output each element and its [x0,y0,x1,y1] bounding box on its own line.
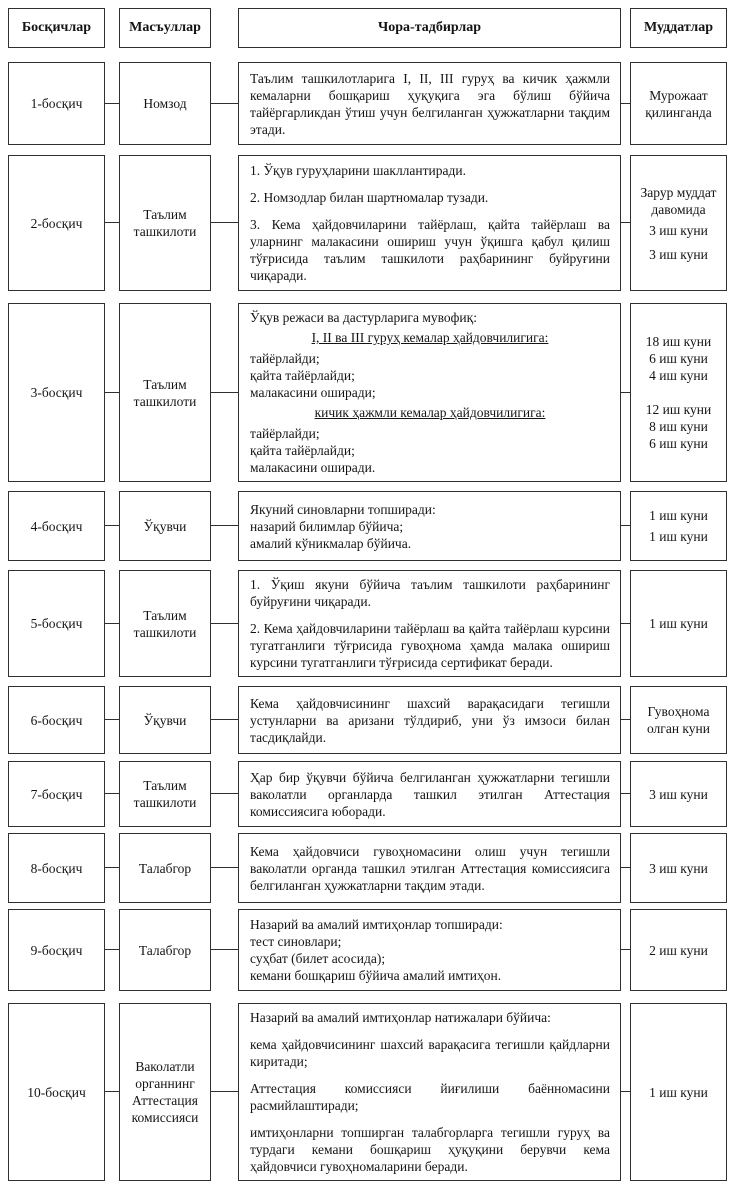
measure-intro: Назарий ва амалий имтиҳонлар натижалари бўйича: [250,1010,551,1025]
stage-label: 7-босқич [30,786,83,802]
header-deadlines [630,8,727,48]
measure-text: қайта тайёрлайди; [250,368,355,383]
measure-text: кема ҳайдовчисининг шахсий варақасига тегишли қайдларни киритади; [250,1037,610,1069]
stage-label: 10-босқич [27,1084,86,1100]
responsible-box [119,686,211,754]
connector-line [105,761,119,827]
header-measures-label: Чора-тадбирлар [378,20,481,36]
stage-row-5 [8,570,727,677]
connector-line [105,303,119,482]
measure-text: имтиҳонларни топширган талабгорларга тегишли гуруҳ ва турдаги кемани бошқариш ҳуқуқини берувчи кема ҳайдовчиси гувоҳномаларини беради. [250,1125,610,1174]
responsible-box [119,833,211,903]
stage-label: 5-босқич [30,616,83,631]
connector-line [105,491,119,561]
measure-text: 2. Кема ҳайдовчиларини тайёрлаш ва қайта тайёрлаш курсини тугатганлиги тўғрисида гувоҳнома ҳамда малака ошириш курсини тугатганлиги тўғрисида сертификат беради. [250,621,610,670]
responsible-box [119,761,211,827]
spacer [621,8,630,48]
measures-box [238,570,621,677]
connector-line [105,155,119,291]
deadline-text: Гувоҳнома олган куни [646,704,710,736]
deadline-text: 3 иш куни [649,222,708,238]
stage-box [8,833,105,903]
deadline-text: 1 иш куни [649,1084,708,1100]
responsible-box [119,303,211,482]
responsible-label: Таълим ташкилоти [133,778,197,810]
responsible-label: Ўқувчи [143,712,187,728]
measure-text: 2. Номзодлар билан шартномалар тузади. [250,190,489,205]
measures-box [238,761,621,827]
connector-line [621,491,630,561]
stage-box [8,686,105,754]
measure-text: Кема ҳайдовчиси гувоҳномасини олиш учун тегишли ваколатли органда ташкил этилган Аттестация комиссиясига белгиланган ҳужжатларни тақдим этади. [250,843,610,893]
stage-box [8,491,105,561]
connector-line [105,686,119,754]
measure-intro: Якуний синовларни топширади: [250,501,436,517]
deadline-box [630,303,727,482]
connector-line [621,570,630,677]
measure-text: малакасини оширади; [250,385,376,400]
deadline-text: 1 иш куни [649,529,708,544]
measures-box [238,62,621,145]
measures-box [238,1003,621,1181]
responsible-box [119,62,211,145]
deadline-text: 3 иш куни [649,860,708,876]
responsible-label: Таълим ташкилоти [133,376,197,409]
responsible-label: Номзод [143,96,187,111]
stage-label: 9-босқич [30,942,83,958]
measures-box [238,155,621,291]
measure-text: назарий билимлар бўйича; [250,518,404,534]
stage-row-9 [8,909,727,991]
measures-box [238,909,621,991]
stage-box [8,1003,105,1181]
measure-text: Аттестация комиссияси йиғилиши баённомасини расмийлаштиради; [250,1081,610,1113]
measure-text: тайёрлайди; [250,351,320,366]
responsible-box [119,909,211,991]
connector-line [621,909,630,991]
measure-text: 1. Ўқув гуруҳларини шакллантиради. [250,163,466,178]
measure-text: Таълим ташкилотларига I, II, III гуруҳ ва кичик ҳажмли кемаларни бошқариш ҳуқуқига эга бўлиш бўйича тайёргарликдан ўтиш учун белгиланган ҳужжатларни тақдим этади. [250,70,610,137]
measure-text: суҳбат (билет асосида); [250,951,386,966]
stage-row-10 [8,1003,727,1181]
connector-line [621,686,630,754]
stage-row-6 [8,686,727,754]
responsible-label: Ўқувчи [143,518,187,534]
deadline-text: Мурожаат қилинганда [645,87,712,120]
responsible-box [119,491,211,561]
responsible-label: Таълим ташкилоти [133,207,197,239]
deadline-text: 8 иш куни [649,419,708,434]
stage-box [8,303,105,482]
stage-label: 1-босқич [30,96,83,111]
responsible-box [119,1003,211,1181]
responsible-label: Таълим ташкилоти [133,607,197,640]
deadline-box [630,570,727,677]
deadline-text: Зарур муддат давомида [640,184,717,217]
connector-line [621,761,630,827]
header-responsible-label: Масъуллар [129,20,201,36]
measures-box [238,686,621,754]
stage-label: 3-босқич [30,385,83,400]
stage-row-2 [8,155,727,291]
deadline-text: 4 иш куни [649,368,708,383]
stage-box [8,909,105,991]
measure-text: малакасини оширади. [250,460,376,475]
connector-line [621,1003,630,1181]
stage-row-7 [8,761,727,827]
deadline-text: 3 иш куни [649,246,708,262]
responsible-label: Ваколатли органнинг Аттестация комиссияси [131,1059,199,1125]
connector-line [621,62,630,145]
measures-box [238,303,621,482]
deadline-text: 2 иш куни [649,942,708,958]
stage-label: 2-босқич [30,215,83,231]
connector-line [105,833,119,903]
deadline-text: 1 иш куни [649,508,708,523]
connector-line [211,62,238,145]
stage-row-4 [8,491,727,561]
stage-box [8,570,105,677]
deadline-box [630,761,727,827]
measures-box [238,491,621,561]
header-stages-label: Босқичлар [21,20,92,36]
deadline-text: 6 иш куни [649,436,708,451]
spacer [211,8,238,48]
deadline-text: 6 иш куни [649,351,708,366]
measure-text: тайёрлайди; [250,426,320,441]
connector-line [105,1003,119,1181]
connector-line [105,909,119,991]
spacer [105,8,119,48]
header-stages [8,8,105,48]
measure-text: амалий кўникмалар бўйича. [250,535,412,551]
deadline-text: 3 иш куни [649,786,708,802]
header-measures [238,8,621,48]
responsible-box [119,570,211,677]
connector-line [211,909,238,991]
header-row [8,8,727,48]
connector-line [211,491,238,561]
deadline-box [630,155,727,291]
stage-row-3 [8,303,727,482]
measure-intro: Назарий ва амалий имтиҳонлар топширади: [250,917,503,932]
deadline-text: 1 иш куни [649,616,708,631]
deadline-text: 18 иш куни [645,334,712,349]
measure-text: 3. Кема ҳайдовчиларини тайёрлаш, қайта тайёрлаш ва уларнинг малакасини ошириш учун ўқишга қабул қилиш тўғрисида таълим ташкилоти раҳбарининг буйруғини чиқаради. [250,217,610,283]
deadline-box [630,62,727,145]
stage-row-1 [8,62,727,145]
connector-line [211,155,238,291]
stage-box [8,155,105,291]
deadline-box [630,686,727,754]
connector-line [621,303,630,482]
deadline-box [630,833,727,903]
stage-label: 4-босқич [30,518,83,534]
responsible-label: Талабгор [138,942,192,958]
measure-text: Кема ҳайдовчисининг шахсий варақасидаги тегишли устунларни ва аризани тўлдириб, уни ўз имзоси билан тасдиқлайди. [250,695,610,745]
connector-line [211,1003,238,1181]
connector-line [211,570,238,677]
measure-text: тест синовлари; [250,934,342,949]
responsible-label: Талабгор [138,860,192,876]
measure-heading: кичик ҳажмли кемалар ҳайдовчилигига: [314,405,546,420]
measure-text: қайта тайёрлайди; [250,443,355,458]
connector-line [211,303,238,482]
measure-text: 1. Ўқиш якуни бўйича таълим ташкилоти раҳбарининг буйруғини чиқаради. [250,577,610,609]
measure-text: кемани бошқариш бўйича амалий имтиҳон. [250,968,502,983]
deadline-box [630,909,727,991]
stage-row-8 [8,833,727,903]
connector-line [105,62,119,145]
deadline-text: 12 иш куни [645,402,712,417]
responsible-box [119,155,211,291]
stage-label: 6-босқич [30,712,83,728]
measure-heading: I, II ва III гуруҳ кемалар ҳайдовчилигига: [311,330,549,345]
measure-text: Ҳар бир ўқувчи бўйича белгиланган ҳужжатларни тегишли ваколатли органларда ташкил этилган Аттестация комиссиясига юборади. [250,769,610,819]
connector-line [211,686,238,754]
connector-line [211,833,238,903]
measure-intro: Ўқув режаси ва дастурларига мувофиқ: [250,310,477,325]
connector-line [211,761,238,827]
header-responsible [119,8,211,48]
header-deadlines-label: Муддатлар [643,20,714,36]
stage-box [8,62,105,145]
connector-line [621,833,630,903]
stage-label: 8-босқич [30,860,83,876]
connector-line [105,570,119,677]
deadline-box [630,491,727,561]
deadline-box [630,1003,727,1181]
measures-box [238,833,621,903]
stage-box [8,761,105,827]
connector-line [621,155,630,291]
